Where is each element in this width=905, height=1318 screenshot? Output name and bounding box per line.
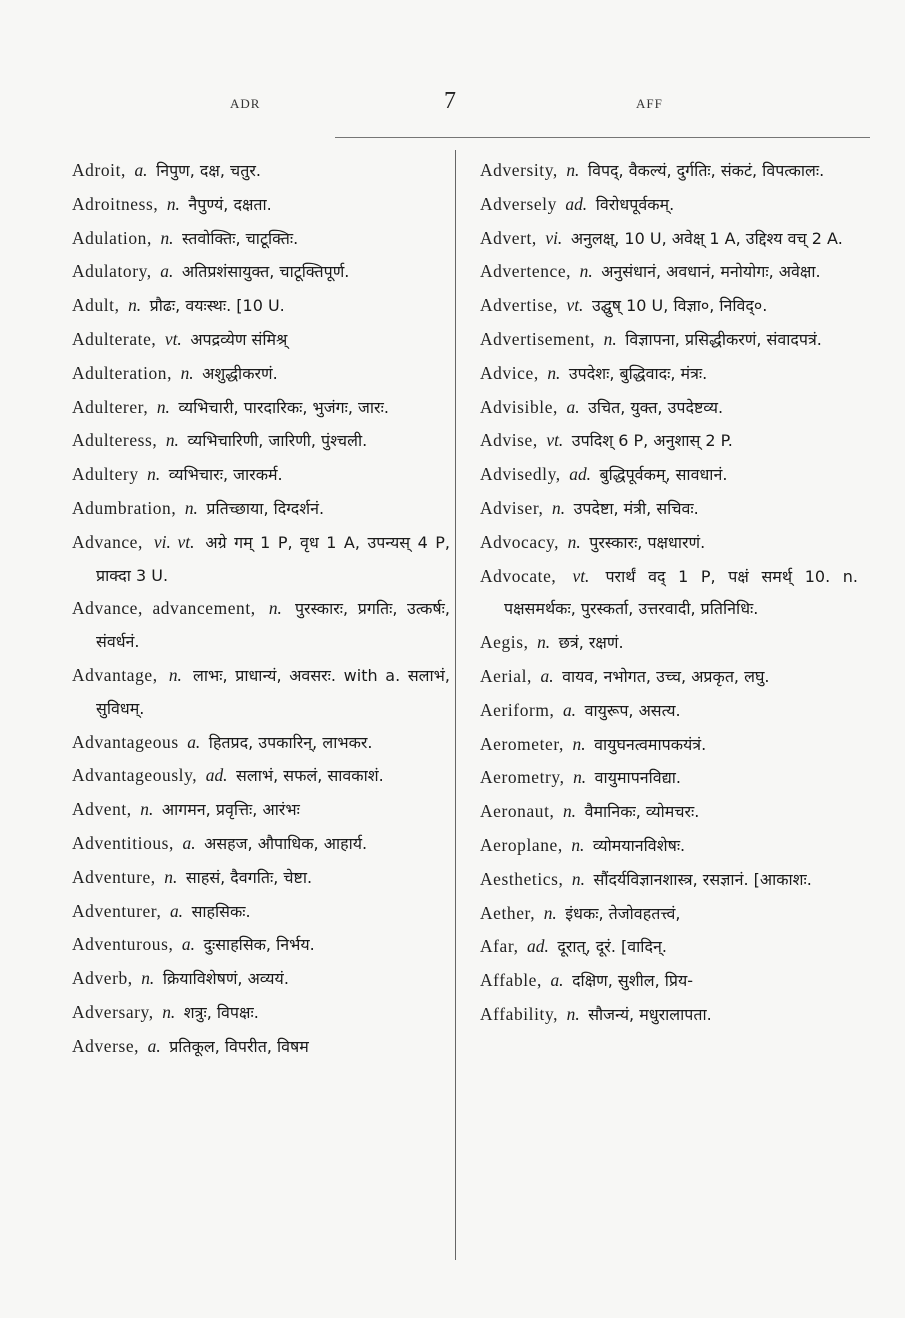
sanskrit-definition: असहज, औपाधिक, आहार्य. [204,833,368,853]
headword: Adversary, [72,1001,154,1022]
part-of-speech: a. [181,934,195,955]
part-of-speech: a. [566,396,580,417]
dictionary-entry [480,964,858,998]
dictionary-entry [72,659,450,726]
sanskrit-definition: विज्ञापना, प्रसिद्धीकरणं, संवादपत्रं. [625,329,822,349]
part-of-speech: n. [567,531,581,552]
sanskrit-definition: अग्रे गम् 1 P, वृध 1 A, उपन्यस् 4 P, प्राक्दा 3 U. [96,532,451,585]
sanskrit-definition: क्रियाविशेषणं, अव्ययं. [162,969,289,989]
dictionary-entry [72,592,450,659]
part-of-speech: a. [182,832,196,853]
dictionary-entry [480,391,858,425]
dictionary-entry [72,996,450,1030]
dictionary-entry [480,526,858,560]
sanskrit-definition: उद्घुष् 10 U, विज्ञा०, निविद्०. [591,296,768,316]
part-of-speech: n. [162,1001,176,1022]
part-of-speech: n. [140,799,154,820]
dictionary-entry [72,323,450,357]
sanskrit-definition: दक्षिण, सुशील, प्रिय- [572,971,694,991]
part-of-speech: ad. [527,936,549,957]
part-of-speech: vi. [545,227,563,248]
sanskrit-definition: उचित, युक्त, उपदेष्टव्य. [588,397,724,417]
dictionary-entry [480,795,858,829]
headword: Aeriform, [480,699,555,720]
part-of-speech: n. [566,160,580,180]
dictionary-entry [72,188,450,222]
dictionary-entry [480,761,858,795]
headword: Adulteration, [72,362,173,383]
part-of-speech: n. [566,1003,580,1024]
dictionary-entry [72,827,450,861]
headword: Advocate, [480,565,557,586]
dictionary-entry [72,861,450,895]
headword: Affability, [480,1003,559,1024]
dictionary-entry [480,289,858,323]
sanskrit-definition: दूरात्, दूरं. [वादिन्. [557,937,667,957]
part-of-speech: n. [547,362,561,383]
headword: Adroit, [72,160,126,180]
dictionary-entry [480,188,858,222]
part-of-speech: n. [562,801,577,822]
headword: Advert, [480,227,537,248]
part-of-speech: vt. [566,295,584,316]
headword: Advantage, [72,664,158,685]
dictionary-entry [72,391,450,425]
headword: Adventurer, [72,900,162,921]
part-of-speech: n. [180,362,194,383]
right-column [480,154,858,1032]
part-of-speech: vt. [572,565,590,586]
sanskrit-definition: व्यभिचारः, जारकर्म. [168,465,283,485]
part-of-speech: n. [168,664,182,685]
dictionary-entry [480,424,858,458]
sanskrit-definition: शत्रुः, विपक्षः. [183,1002,259,1022]
dictionary-entry [72,154,450,188]
left-column [72,154,450,1064]
dictionary-entry [72,793,450,827]
headword: Aeronaut, [480,801,555,822]
part-of-speech: a. [169,900,184,921]
dictionary-entry [480,154,858,188]
part-of-speech: a. [134,160,148,180]
part-of-speech: a. [147,1035,161,1056]
dictionary-entry [72,1030,450,1064]
dictionary-entry [72,895,450,929]
headword: Adroitness, [72,193,159,214]
headword: Adulteress, [72,430,158,451]
dictionary-entry [480,897,858,931]
headword: Adverse, [72,1035,140,1056]
part-of-speech: vt. [546,430,564,451]
headword: Advise, [480,430,538,451]
sanskrit-definition: उपदेशः, बुद्धिवादः, मंत्रः. [568,363,708,383]
sanskrit-definition: अपद्रव्येण संमिश्र् [190,329,288,349]
headword: Advice, [480,362,539,383]
part-of-speech: ad. [205,765,228,786]
headword: Adulation, [72,227,152,248]
sanskrit-definition: हितप्रद, उपकारिन्, लाभकर. [208,732,373,752]
headword: Adumbration, [72,497,177,518]
headword: Adulterate, [72,328,157,349]
sanskrit-definition: उपदेष्टा, मंत्री, सचिवः. [573,498,699,518]
page-number: 7 [444,88,456,114]
dictionary-entry [480,626,858,660]
headword: Advisible, [480,396,558,417]
sanskrit-definition: अनुसंधानं, अवधानं, मनोयोगः, अवेक्षा. [601,262,821,282]
dictionary-entry [480,222,858,256]
headword: Adulterer, [72,396,149,417]
sanskrit-definition: अतिप्रशंसायुक्त, चाटूक्तिपूर्ण. [181,262,350,282]
dictionary-entry [480,458,858,492]
part-of-speech: a. [187,731,201,752]
part-of-speech: n. [268,598,282,619]
sanskrit-definition: प्रौढः, वयःस्थः. [10 U. [149,296,285,316]
dictionary-entry [72,759,450,793]
sanskrit-definition: वैमानिकः, व्योमचरः. [584,802,700,822]
part-of-speech: n. [147,464,161,485]
sanskrit-definition: वायुरूप, असत्य. [584,700,681,720]
headword: Affable, [480,970,542,991]
sanskrit-definition: दुःसाहसिक, निर्भय. [203,935,315,955]
dictionary-entry [480,998,858,1032]
sanskrit-definition: लाभः, प्राधान्यं, अवसरः. with a. सलाभं, सुविधम्. [96,665,451,718]
part-of-speech: a. [562,699,577,720]
part-of-speech: n. [543,902,557,923]
sanskrit-definition: स्तवोक्तिः, चाटूक्तिः. [182,228,299,248]
sanskrit-definition: सलाभं, सफलं, सावकाशं. [236,766,384,786]
dictionary-entry [480,492,858,526]
dictionary-entry [480,357,858,391]
sanskrit-definition: बुद्धिपूर्वकम्, सावधानं. [599,465,728,485]
dictionary-entry [480,255,858,289]
part-of-speech: n. [156,396,170,417]
headword: Adulatory, [72,261,152,282]
dictionary-entry [72,357,450,391]
sanskrit-definition: आगमन, प्रवृत्तिः, आरंभः [161,800,300,820]
dictionary-entry [480,660,858,694]
dictionary-entry [72,526,450,593]
part-of-speech: n. [571,834,585,855]
headword: Adultery [72,464,139,485]
sanskrit-definition: नैपुण्यं, दक्षता. [188,194,272,214]
headword: Adviser, [480,497,544,518]
part-of-speech: n. [184,497,198,518]
part-of-speech: n. [572,733,586,754]
sanskrit-definition: सौजन्यं, मधुरालापता. [588,1004,712,1024]
sanskrit-definition: प्रतिकूल, विपरीत, विषम [169,1036,309,1056]
sanskrit-definition: सौंदर्यविज्ञानशास्त्र, रसज्ञानं. [आकाशः. [593,869,812,889]
sanskrit-definition: वायव, नभोगत, उच्च, अप्रकृत, लघु. [562,666,770,686]
headword: Advertence, [480,261,572,282]
headword: Aerial, [480,665,532,686]
dictionary-entry [480,829,858,863]
sanskrit-definition: प्रतिच्छाया, दिग्दर्शनं. [206,498,325,518]
part-of-speech: n. [128,295,142,316]
dictionary-entry [480,560,858,627]
sanskrit-definition: पुरस्कारः, पक्षधारणं. [589,532,706,552]
part-of-speech: a. [540,665,554,686]
headword: Aerometry, [480,767,565,788]
sanskrit-definition: साहसं, दैवगतिः, चेष्टा. [185,867,313,887]
headword: Adventitious, [72,832,174,853]
part-of-speech: n. [573,767,587,788]
part-of-speech: n. [166,193,180,214]
headword: Aegis, [480,632,529,653]
dictionary-entry [480,323,858,357]
sanskrit-definition: वायुघनत्वमापकयंत्रं. [594,734,707,754]
headword: Adventure, [72,866,156,887]
headword: Advertisement, [480,328,596,349]
part-of-speech: a. [550,970,564,991]
sanskrit-definition: विपद्, वैकल्यं, दुर्गतिः, संकटं, विपत्कालः. [587,161,825,180]
part-of-speech: vi. vt. [153,531,195,552]
sanskrit-definition: व्यभिचारिणी, जारिणी, पुंश्चली. [187,431,368,451]
part-of-speech: n. [160,227,174,248]
right-guide-word: AFF [636,96,663,111]
headword: Aether, [480,902,536,923]
headword: Adventurous, [72,934,174,955]
sanskrit-definition: परार्थं वद् 1 P, पक्षं समर्थ् 10. n. पक्षसमर्थकः, पुरस्कर्ता, उत्तरवादी, प्रतिनिधिः. [504,566,859,619]
dictionary-entry [72,458,450,492]
dictionary-entry [72,492,450,526]
headword: Aerometer, [480,733,565,754]
headword: Advertise, [480,295,558,316]
sanskrit-definition: साहसिकः. [191,901,251,921]
sanskrit-definition: पुरस्कारः, प्रगतिः, उत्कर्षः, संवर्धनं. [96,599,450,652]
headword: Adversity, [480,160,558,180]
part-of-speech: ad. [565,193,588,214]
column-divider [455,150,456,1260]
part-of-speech: n. [603,328,617,349]
sanskrit-definition: व्यभिचारी, पारदारिकः, भुजंगः, जारः. [178,397,389,417]
part-of-speech: n. [165,430,179,451]
part-of-speech: n. [552,497,566,518]
headword: Advent, [72,799,132,820]
dictionary-entry [72,289,450,323]
dictionary-entry [72,424,450,458]
sanskrit-definition: वायुमापनविद्या. [594,768,682,788]
headword: Aesthetics, [480,868,564,889]
sanskrit-definition: उपदिश् 6 P, अनुशास् 2 P. [571,431,733,451]
part-of-speech: ad. [569,464,591,485]
part-of-speech: n. [579,261,593,282]
headword: Adverb, [72,968,133,989]
dictionary-entry [72,222,450,256]
part-of-speech: a. [160,261,174,282]
left-guide-word: ADR [230,96,261,111]
dictionary-entry [480,728,858,762]
sanskrit-definition: इंधकः, तेजोवहतत्त्वं, [565,903,681,923]
dictionary-entry [72,928,450,962]
sanskrit-definition: विरोधपूर्वकम्. [595,194,675,214]
headword: Advance, advancement, [72,598,256,619]
sanskrit-definition: अशुद्धीकरणं. [202,363,278,383]
headword: Adult, [72,295,120,316]
dictionary-entry [480,930,858,964]
sanskrit-definition: निपुण, दक्ष, चतुर. [156,161,261,180]
headword: Afar, [480,936,519,957]
headword: Advisedly, [480,464,561,485]
running-head [0,88,905,128]
headword: Advance, [72,531,143,552]
headword: Advantageously, [72,765,198,786]
dictionary-entry [480,863,858,897]
headword: Advantageous [72,731,179,752]
dictionary-entry [72,962,450,996]
part-of-speech: vt. [164,328,182,349]
dictionary-entry [72,726,450,760]
headword: Aeroplane, [480,834,563,855]
sanskrit-definition: छत्रं, रक्षणं. [558,633,624,653]
sanskrit-definition: व्योमयानविशेषः. [592,835,686,855]
headword: Advocacy, [480,531,560,552]
dictionary-entry [480,694,858,728]
part-of-speech: n. [537,632,551,653]
header-rule [335,137,870,138]
part-of-speech: n. [141,968,155,989]
part-of-speech: n. [571,868,585,889]
headword: Adversely [480,193,557,214]
part-of-speech: n. [164,866,178,887]
sanskrit-definition: अनुलक्ष्, 10 U, अवेक्ष् 1 A, उद्दिश्य वच् 2 A. [570,228,843,248]
dictionary-entry [72,255,450,289]
